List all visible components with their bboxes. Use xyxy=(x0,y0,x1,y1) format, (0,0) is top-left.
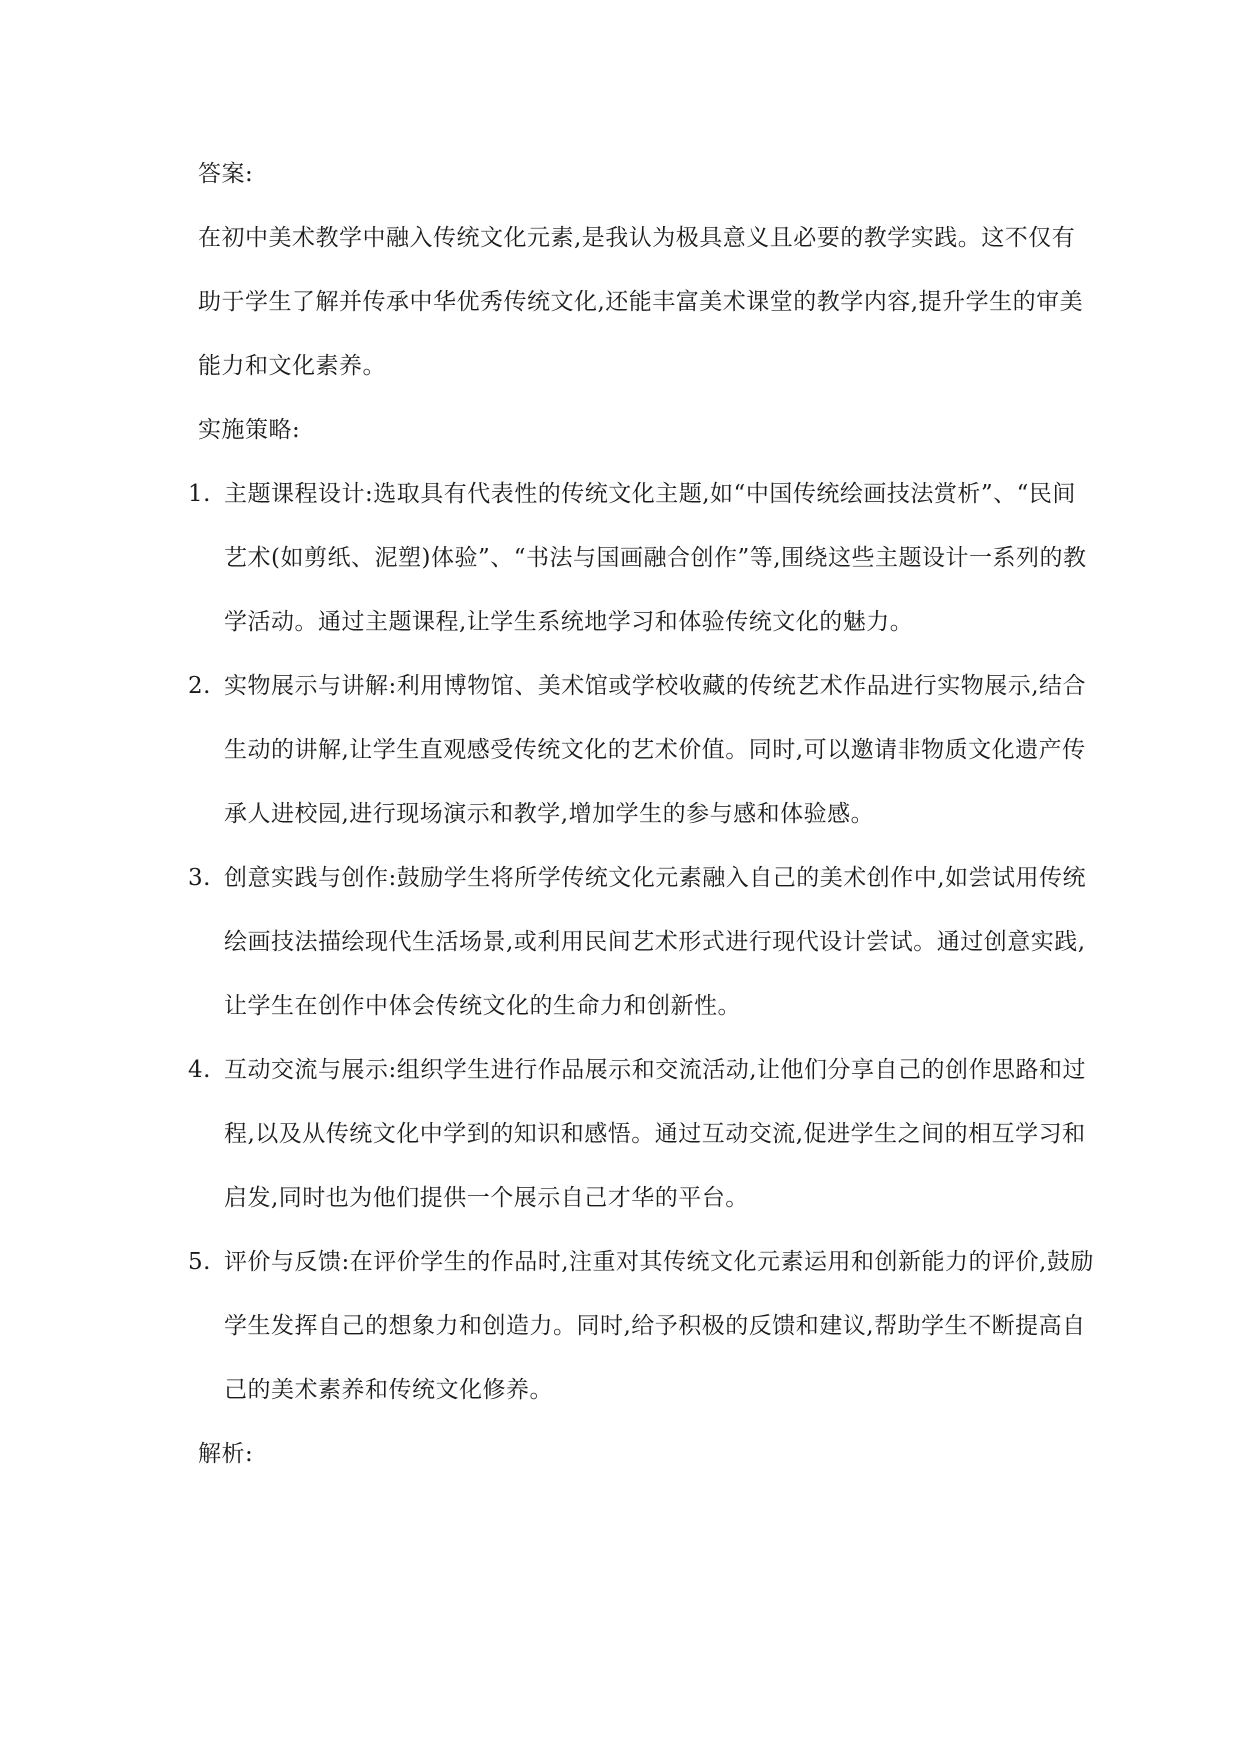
strategy-list xyxy=(188,462,1098,1422)
strategy-number: 3. xyxy=(188,865,211,891)
document-content xyxy=(188,142,1098,1486)
strategy-text: 创意实践与创作:鼓励学生将所学传统文化元素融入自己的美术创作中,如尝试用传统绘画技法描绘现代生活场景,或利用民间艺术形式进行现代设计尝试。通过创意实践,让学生在创作中体会传统文化的生命力和创新性。 xyxy=(224,865,1087,1019)
analysis-label: 解析: xyxy=(198,1441,254,1467)
strategy-text: 实物展示与讲解:利用博物馆、美术馆或学校收藏的传统艺术作品进行实物展示,结合生动的讲解,让学生直观感受传统文化的艺术价值。同时,可以邀请非物质文化遗产传承人进校园,进行现场演示和教学,增加学生的参与感和体验感。 xyxy=(224,673,1087,827)
strategy-number: 2. xyxy=(188,673,211,699)
strategy-text: 评价与反馈:在评价学生的作品时,注重对其传统文化元素运用和创新能力的评价,鼓励学生发挥自己的想象力和创造力。同时,给予积极的反馈和建议,帮助学生不断提高自己的美术素养和传统文化修养。 xyxy=(224,1249,1094,1403)
strategy-item-1 xyxy=(188,462,1098,654)
strategy-number: 4. xyxy=(188,1057,211,1083)
strategy-item-2 xyxy=(188,654,1098,846)
strategies-label: 实施策略: xyxy=(198,417,301,443)
answer-label: 答案: xyxy=(198,161,254,187)
strategy-text: 互动交流与展示:组织学生进行作品展示和交流活动,让他们分享自己的创作思路和过程,以及从传统文化中学到的知识和感悟。通过互动交流,促进学生之间的相互学习和启发,同时也为他们提供一个展示自己才华的平台。 xyxy=(224,1057,1087,1211)
strategy-number: 1. xyxy=(188,481,211,507)
intro-paragraph: 在初中美术教学中融入传统文化元素,是我认为极具意义且必要的教学实践。这不仅有助于学生了解并传承中华优秀传统文化,还能丰富美术课堂的教学内容,提升学生的审美能力和文化素养。 xyxy=(198,225,1084,379)
strategy-item-4 xyxy=(188,1038,1098,1230)
strategy-item-5 xyxy=(188,1230,1098,1422)
strategy-number: 5. xyxy=(188,1249,211,1275)
strategy-item-3 xyxy=(188,846,1098,1038)
strategy-text: 主题课程设计:选取具有代表性的传统文化主题,如“中国传统绘画技法赏析”、“民间艺术(如剪纸、泥塑)体验”、“书法与国画融合创作”等,围绕这些主题设计一系列的教学活动。通过主题课程,让学生系统地学习和体验传统文化的魅力。 xyxy=(224,481,1087,635)
